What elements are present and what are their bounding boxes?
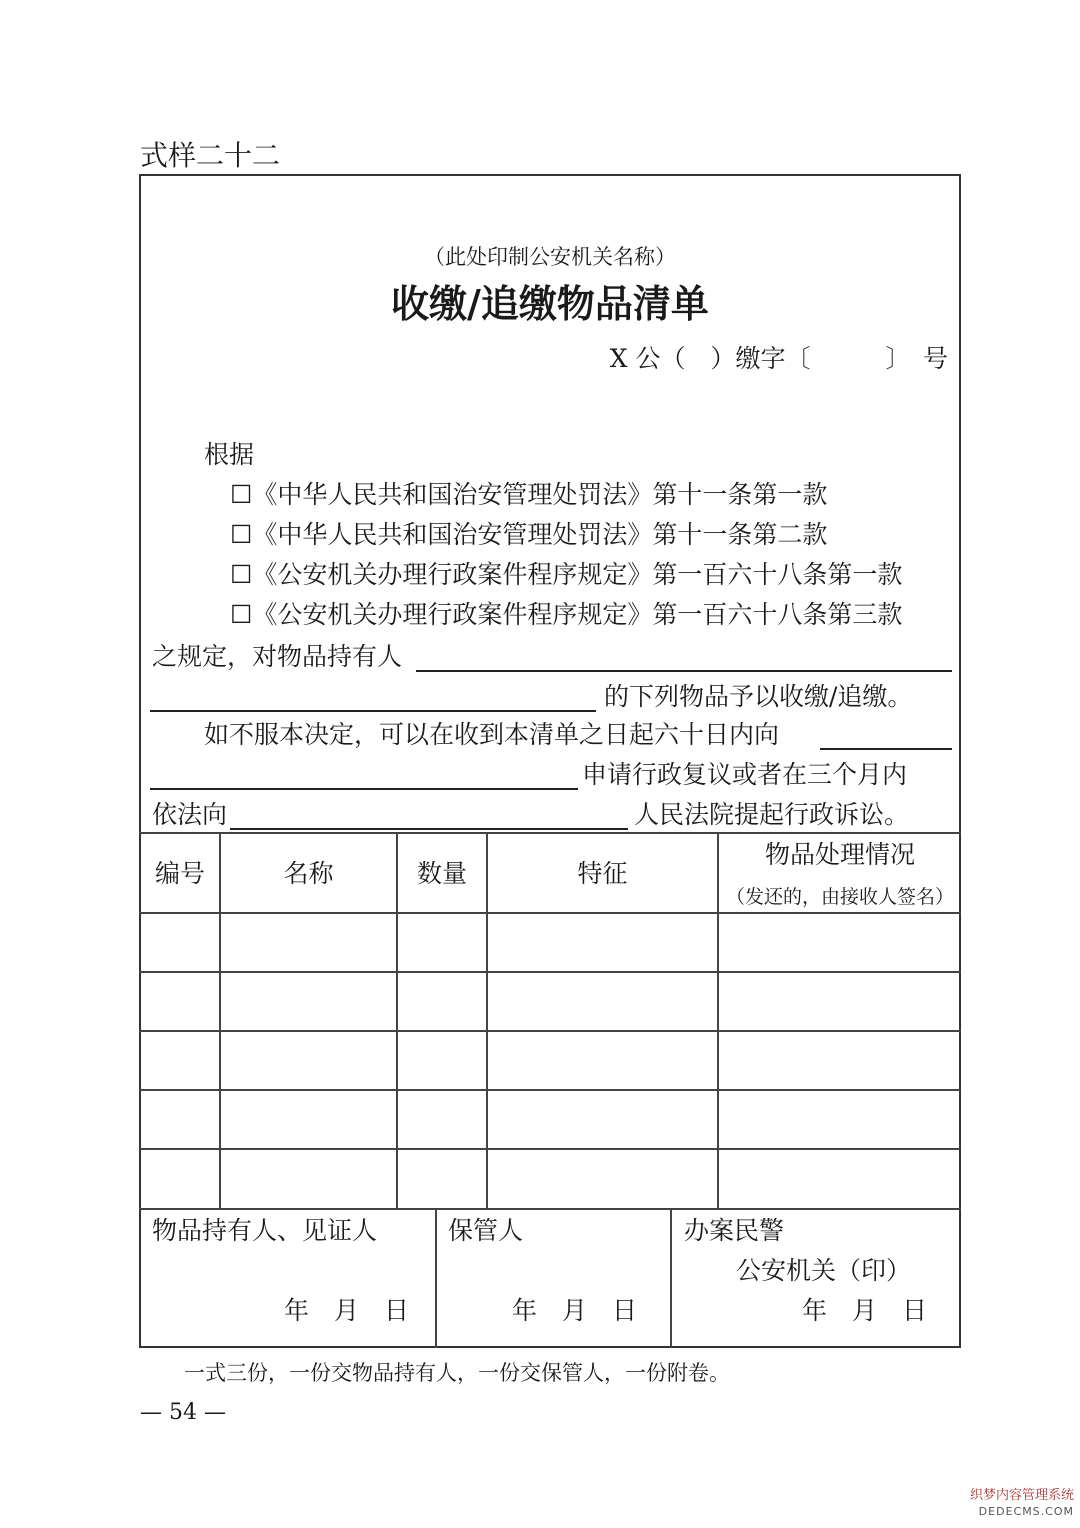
review-agency-blank[interactable] <box>820 748 952 750</box>
review-agency-blank-continued[interactable] <box>150 788 578 790</box>
copies-note: 一式三份，一份交物品持有人，一份交保管人，一份附卷。 <box>184 1361 730 1385</box>
org-name-note: （此处印制公安机关名称） <box>424 245 676 269</box>
site-watermark <box>970 1488 1074 1520</box>
agency-seal: 公安机关（印） <box>736 1256 912 1285</box>
holder-name-blank[interactable] <box>416 670 952 672</box>
row-border <box>139 1148 961 1150</box>
table-top-border <box>139 832 961 834</box>
legal-basis-option-1[interactable]: ☐《中华人民共和国治安管理处罚法》第十一条第一款 <box>230 480 828 509</box>
document-number: X 公（ ）缴字〔 〕 号 <box>609 344 948 373</box>
row-border <box>139 1030 961 1032</box>
header-name: 名称 <box>283 859 334 888</box>
confiscation-statement: 的下列物品予以收缴/追缴。 <box>604 682 913 711</box>
holder-witness-label: 物品持有人、见证人 <box>152 1216 378 1245</box>
officer-label: 办案民警 <box>684 1216 785 1245</box>
lawsuit-clause: 人民法院提起行政诉讼。 <box>634 800 910 829</box>
legal-basis-option-4[interactable]: ☐《公安机关办理行政案件程序规定》第一百六十八条第三款 <box>230 600 903 629</box>
style-label: 式样二十二 <box>140 139 281 172</box>
row-border <box>139 1089 961 1091</box>
watermark-domain: DEDECMS.COM <box>978 1505 1074 1518</box>
keeper-label: 保管人 <box>448 1216 524 1245</box>
appeal-clause: 如不服本决定，可以在收到本清单之日起六十日内向 <box>204 720 780 749</box>
header-quantity: 数量 <box>416 859 467 888</box>
page-number: — 54 — <box>140 1400 226 1425</box>
basis-label: 根据 <box>204 440 255 469</box>
officer-date[interactable]: 年 月 日 <box>802 1296 928 1325</box>
lawsuit-prefix: 依法向 <box>152 800 228 829</box>
holder-date[interactable]: 年 月 日 <box>284 1296 410 1325</box>
header-disposal: 物品处理情况 <box>764 840 915 869</box>
holder-name-blank-continued[interactable] <box>150 710 596 712</box>
row-border <box>139 971 961 973</box>
legal-basis-option-2[interactable]: ☐《中华人民共和国治安管理处罚法》第十一条第二款 <box>230 520 828 549</box>
signature-divider <box>435 1208 437 1348</box>
court-name-blank[interactable] <box>230 828 628 830</box>
legal-basis-option-3[interactable]: ☐《公安机关办理行政案件程序规定》第一百六十八条第一款 <box>230 560 903 589</box>
review-clause: 申请行政复议或者在三个月内 <box>582 760 908 789</box>
signature-divider <box>670 1208 672 1348</box>
header-disposal-note: （发还的，由接收人签名） <box>725 886 954 908</box>
header-features: 特征 <box>577 859 628 888</box>
form-title: 收缴/追缴物品清单 <box>391 281 709 326</box>
regulation-clause: 之规定，对物品持有人 <box>152 642 403 671</box>
keeper-date[interactable]: 年 月 日 <box>512 1296 638 1325</box>
header-number: 编号 <box>154 859 205 888</box>
row-border <box>139 1208 961 1210</box>
watermark-title: 织梦内容管理系统 <box>969 1488 1074 1503</box>
